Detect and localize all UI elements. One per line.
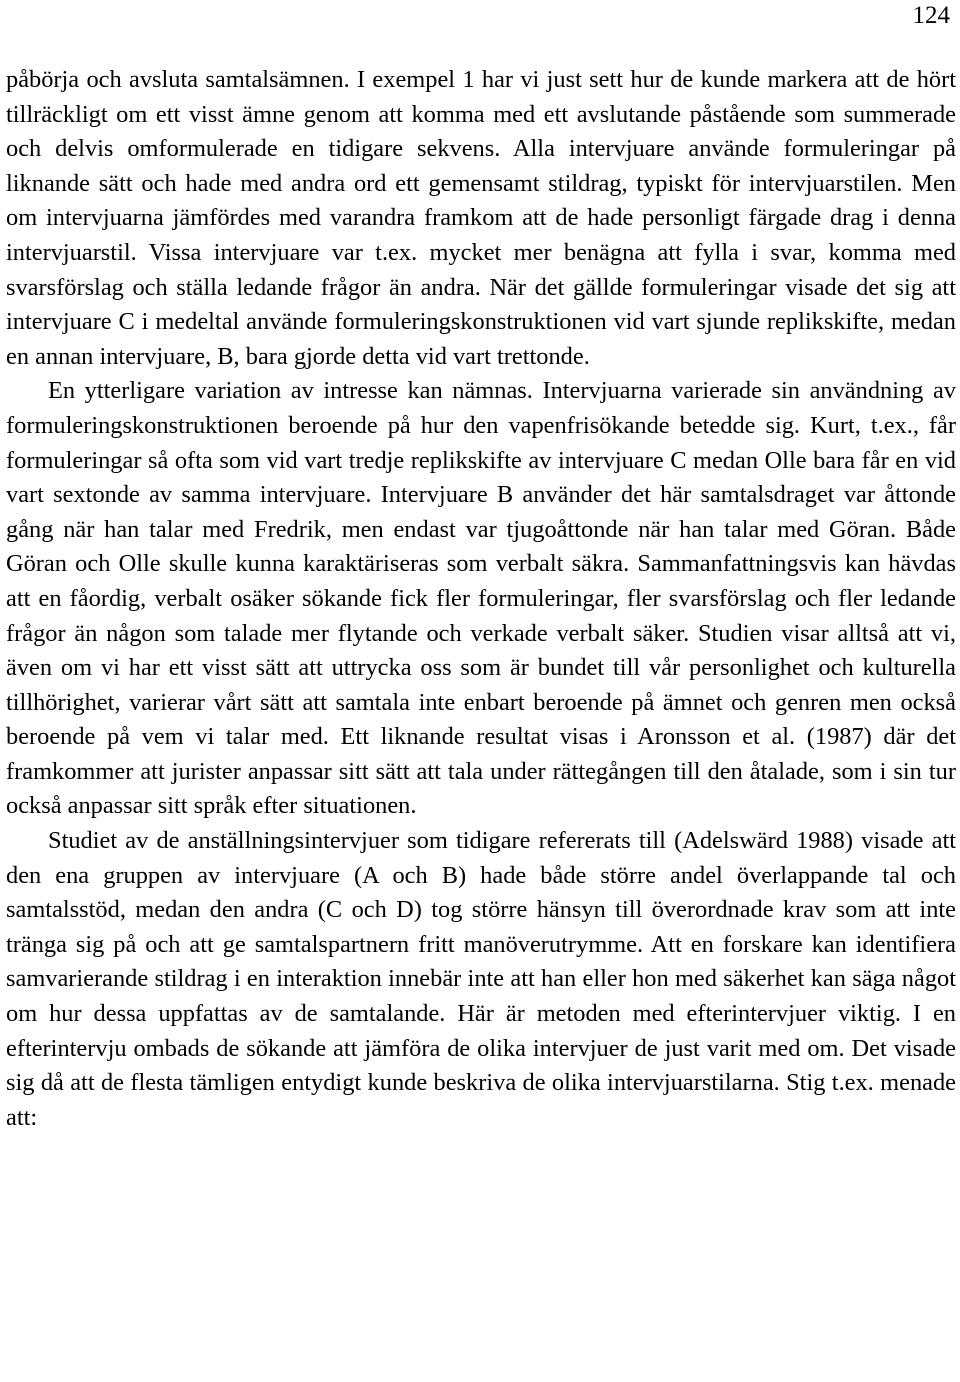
body-text [6, 63, 956, 1135]
paragraph-1: påbörja och avsluta samtalsämnen. I exempel 1 har vi just sett hur de kunde markera att de hört tillräckligt om ett visst ämne genom att komma med ett avslutande påstående som summerade och delvis omformulerade en tidigare sekvens. Alla intervjuare använde formuleringar på liknande sätt och hade med andra ord ett gemensamt stildrag, typiskt för intervjuarstilen. Men om intervjuarna jämfördes med varandra framkom att de hade personligt färgade drag i denna intervjuarstil. Vissa intervjuare var t.ex. mycket mer benägna att fylla i svar, komma med svarsförslag och ställa ledande frågor än andra. När det gällde formuleringar visade det sig att intervjuare C i medeltal använde formuleringskonstruktionen vid vart sjunde replikskifte, medan en annan intervjuare, B, bara gjorde detta vid vart trettonde. [6, 66, 956, 370]
paragraph-2: En ytterligare variation av intresse kan nämnas. Intervjuarna varierade sin användning av formuleringskonstruktionen beroende på hur den vapenfrisökande betedde sig. Kurt, t.ex., får formuleringar så ofta som vid vart tredje replikskifte av intervjuare C medan Olle bara får en vid vart sextonde av samma intervjuare. Intervjuare B använder det här samtalsdraget var åttonde gång när han talar med Fredrik, men endast var tjugoåttonde när han talar med Göran. Både Göran och Olle skulle kunna karaktäriseras som verbalt säkra. Sammanfattningsvis kan hävdas att en fåordig, verbalt osäker sökande fick fler formuleringar, fler svarsförslag och fler ledande frågor än någon som talade mer flytande och verkade verbalt säker. Studien visar alltså att vi, även om vi har ett visst sätt att uttrycka oss som är bundet till vår personlighet och kulturella tillhörighet, varierar vårt sätt att samtala inte enbart beroende på ämnet och genren men också beroende på vem vi talar med. Ett liknande resultat visas i Aronsson et al. (1987) där det framkommer att jurister anpassar sitt sätt att tala under rättegången till den åtalade, som i sin tur också anpassar sitt språk efter situationen. [6, 377, 956, 820]
page-number: 124 [912, 2, 950, 29]
paragraph-3: Studiet av de anställningsintervjuer som tidigare refererats till (Adelswärd 1988) visade att den ena gruppen av intervjuare (A och B) hade både större andel överlappande tal och samtalsstöd, medan den andra (C och D) tog större hänsyn till överordnade krav som att inte tränga sig på och att ge samtalspartnern fritt manöverutrymme. Att en forskare kan identifiera samvarierande stildrag i en interaktion innebär inte att han eller hon med säkerhet kan säga något om hur dessa uppfattas av de samtalande. Här är metoden med efterintervjuer viktig. I en efterintervju ombads de sökande att jämföra de olika intervjuer de just varit med om. Det visade sig då att de flesta tämligen entydigt kunde beskriva de olika intervjuarstilarna. Stig t.ex. menade att: [6, 827, 956, 1131]
